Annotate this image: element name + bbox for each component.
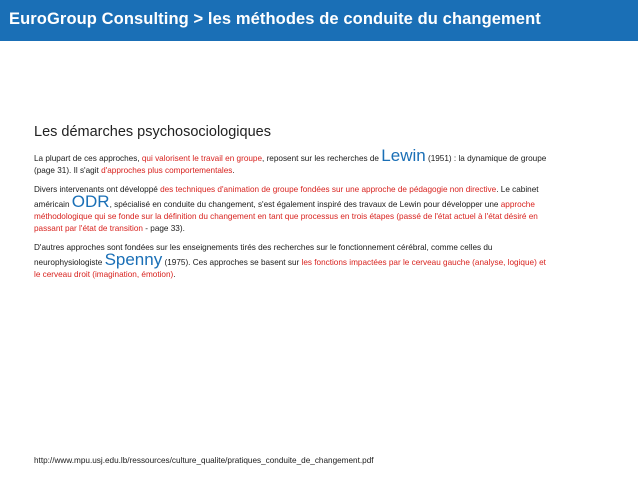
text-segment: . [173,270,176,279]
text-segment: La plupart de ces approches, [34,154,142,163]
author-name-odr: ODR [71,192,110,211]
header-bar [0,0,638,41]
text-segment: . [232,166,235,175]
paragraph-spenny [34,242,554,281]
text-segment: , reposent sur les recherches de [262,154,382,163]
source-url: http://www.mpu.usj.edu.lb/ressources/culture_qualite/pratiques_conduite_de_changement.pdf [34,456,374,465]
highlight-segment: qui valorisent le travail en groupe [141,154,263,163]
header-title: EuroGroup Consulting > les méthodes de conduite du changement [9,10,541,28]
text-segment: (1975). Ces approches se basent sur [162,258,302,267]
highlight-segment: les fonctions impactées par le cerveau gauche (analyse, logique) et le cerveau droit (imagination, émotion) [34,258,546,279]
section-title: Les démarches psychosociologiques [34,124,271,140]
text-segment: . Le cabinet américain [34,185,539,209]
highlight-segment: approche méthodologique qui se fonde sur la définition du changement en tant que processus en trois étapes (passé de l'état actuel à l'état désiré en passant par l'état de transition [34,200,538,233]
paragraph-lewin [34,146,554,177]
text-segment: D'autres approches sont fondées sur les enseignements tirés des recherches sur le fonctionnement cérébral, comme celles du neurophysiologiste [34,243,493,267]
author-name-spenny: Spenny [104,250,163,269]
text-segment: (1951) : la dynamique de groupe (page 31). Il s'agit [34,154,547,175]
paragraph-odr [34,184,554,235]
highlight-segment: d'approches plus comportementales [101,166,233,175]
text-segment: , spécialisé en conduite du changement, s'est également inspiré des travaux de Lewin pour développer une [109,200,501,209]
highlight-segment: des techniques d'animation de groupe fondées sur une approche de pédagogie non directive [160,185,497,194]
text-segment: - page 33). [142,224,185,233]
content-body [34,146,554,288]
author-name-lewin: Lewin [381,146,426,165]
text-segment: Divers intervenants ont développé [34,185,161,194]
